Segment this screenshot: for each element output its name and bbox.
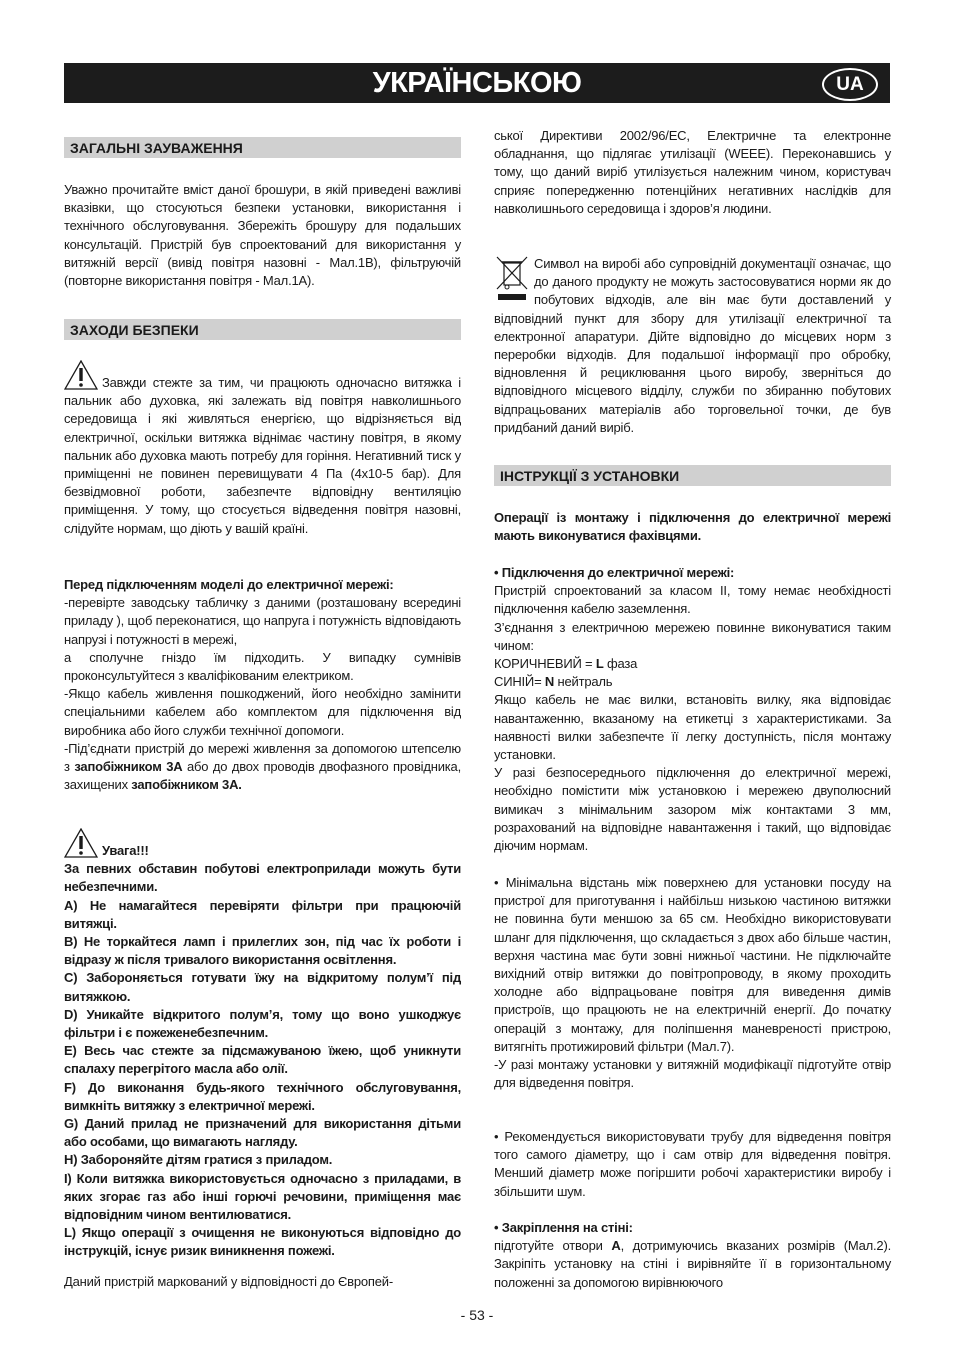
text-segment: -Під’єднати пристрій до мережі живлення за допомогою штепселю з	[64, 740, 461, 775]
list-item: I) Коли витяжка використовується одночасно з приладами, в яких згорає газ або інші горючі речовини, приміщення має відповідним чином вентилюватися.	[64, 1170, 461, 1223]
fuse-emphasis: запобіжником 3A.	[131, 777, 242, 793]
warning-triangle-icon	[64, 360, 98, 390]
wire-color: СИНІЙ=	[494, 674, 545, 690]
page-title: УКРАЇНСЬКОЮ	[372, 67, 582, 99]
list-item: E) Весь час стежте за підсмажуваною їжею, щоб уникнути спалаху перегрітого масла або олії.	[64, 1043, 461, 1077]
wire-color: КОРИЧНЕВИЙ =	[494, 656, 596, 672]
wall-mounting-block	[494, 1219, 891, 1292]
paragraph: Операції із монтажу і підключення до електричної мережі мають виконуватися фахівцями.	[494, 510, 891, 544]
paragraph: Завжди стежте за тим, чи працюють одночасно витяжка і пальник або духовка, які залежать від повітря навколишнього середовища і які живляться енергією, що відрізняється від електричної, оскільки витяжка віднімає частину повітря, в якому пальник або духовка мають потребу для горіння. Негативний тиск у приміщенні не повинен перевищувати 4 Па (4x10-5 бар). Для безвідмовної роботи, забезпечте відповідну вентиляцію приміщення. У тому, що стосується відведення повітря назовні, слідуйте нормам, що діють у вашій країні.	[64, 375, 461, 536]
section-heading-installation: ІНСТРУКЦІЇ З УСТАНОВКИ	[494, 465, 891, 486]
wire-function: фаза	[603, 656, 638, 672]
weee-intro-text	[64, 1273, 461, 1291]
subheading: • Підключення до електричної мережі:	[494, 565, 735, 580]
list-item: F) До виконання будь-якого технічного обслуговування, вимкніть витяжку з електричної мережі.	[64, 1079, 461, 1113]
list-item: B) Не торкайтеся ламп і прилеглих зон, під час їх роботи і відразу ж після тривалого використання освітлення.	[64, 934, 461, 968]
paragraph: а сполучне гніздо їм підходить. У випадку сумнівів проконсультуйтеся з кваліфікованим електриком.	[64, 649, 461, 684]
wire-brown	[494, 655, 891, 673]
section-heading-general: ЗАГАЛЬНІ ЗАУВАЖЕННЯ	[64, 137, 461, 158]
paragraph: -Якщо кабель живлення пошкоджений, його необхідно замінити спеціальними кабелем або комплектом для підключення від виробника або його служби технічної допомоги.	[64, 686, 461, 738]
paragraph: Уважно прочитайте вміст даної брошури, в якій приведені важливі вказівки, що стосуються безпеки установки, використання і технічного обслуговування. Збережіть брошуру для подальших консультацій. Пристрій був спроектований для використання у витяжній версії (вивід повітря назовні - Мал.1B), фільтруючій (повторне використання повітря - Мал.1A).	[64, 182, 461, 289]
paragraph: • Мінімальна відстань між поверхнею для установки посуду на пристрої для приготування і найбільш низькою частиною витяжки не повинна бути меншою за 65 см. Необхідно використовувати шланг для підключення, що складається з двох або більше частин, верхня частина має бути зовні нижньої частини. Не підключайте вихідний отвір витяжки до повітропроводу, в якому проходить холодне або відпрацьоване повітря для виведення димів пристроїв, що працюють не на електричній енергії. До початку операцій з монтажу, для поліпшення маневреності пристрою, витягніть протижировий фільтри (Мал.7).	[494, 875, 891, 1054]
list-item: L) Якщо операції з очищення не виконуються відповідно до інструкцій, існує ризик виникнення пожежі.	[64, 1225, 461, 1259]
attention-block	[64, 842, 461, 1261]
list-item: A) Не намагайтеся перевіряти фільтри при працюючій витяжці.	[64, 897, 461, 931]
attention-label: Увага!!!	[102, 843, 149, 858]
warning-triangle-icon	[64, 828, 98, 858]
section-heading-safety: ЗАХОДИ БЕЗПЕКИ	[64, 319, 461, 340]
list-item: H) Забороняйте дітям гратися з приладом.	[64, 1152, 333, 1168]
electrical-connection-block	[494, 564, 891, 855]
paragraph: Символ на виробі або супровідній документації означає, що до даного продукту не можуть застосовуватися норми як до побутових відходів, але він має бути доставлений у відповідний пункт для збору для утилізації електричної та електронної апаратури. Дійте відповідно до місцевих норм з переробки відходів. Для подальшої інформації про обробку, відновлення й рециклювання цього виробу, зверніться до відповідного місцевого відділу, служби по збиранню побутових відпрацьованих матеріалів або торговельної точки, де був придбаний даний виріб.	[494, 256, 891, 435]
paragraph	[64, 740, 461, 795]
general-notes-text	[64, 181, 461, 290]
paragraph: З’єднання з електричною мережею повинне виконуватися таким чином:	[494, 619, 891, 653]
text-segment: , дотримуючись вказаних розмірів (Мал.2). Закріпіть установку на стіні і вирівняйте її в горизонтальному положенні за допомогою вирівнюючого	[494, 1238, 891, 1290]
paragraph: • Рекомендується використовувати трубу для відведення повітря того самого діаметру, що і сам отвір для відведення повітря. Менший діаметр може погіршити робочі характеристики виробу і збільшити шум.	[494, 1129, 891, 1199]
subheading: Перед підключенням моделі до електричної мережі:	[64, 577, 394, 592]
paragraph: У разі безпосереднього підключення до електричної мережі, необхідно помістити між установкою і мережею двуполюсний вимикач з мінімальним зазором між контактами 3 мм, розрахований на відповідне навантаження і такий, що відповідає діючим нормам.	[494, 765, 891, 854]
paragraph: -перевірте заводську табличку з даними (розташовану всередині приладу ), щоб переконатися, що напруга і потужність відповідають напрузі і потужності в мережі,	[64, 595, 461, 647]
text-segment: або до двох проводів двофазного провідника, захищених	[64, 759, 461, 793]
text-segment: підготуйте отвори	[494, 1238, 612, 1254]
list-item: D) Уникайте відкритого полум’я, тому що воно ушкоджує фільтри і є пожеженебезпечним.	[64, 1006, 461, 1041]
subheading: • Закріплення на стіні:	[494, 1220, 633, 1235]
safety-warning-block	[64, 374, 461, 538]
wire-function: нейтраль	[554, 674, 613, 690]
language-badge: UA	[822, 68, 878, 101]
wire-letter: N	[544, 674, 555, 690]
list-item: За певних обставин побутові електроприлади можуть бути небезпечними.	[64, 861, 461, 895]
wire-blue	[494, 673, 891, 691]
weee-continuation	[494, 127, 891, 218]
fuse-emphasis: запобіжником 3A	[74, 759, 183, 775]
paragraph: Якщо кабель не має вилки, встановіть вилку, яка відповідає навантаженню, вказаному на етикетці з характеристиками. За наявності вилки забезпечте її легку доступність, після монтажу установки.	[494, 692, 891, 763]
wire-letter: L	[595, 656, 604, 672]
pipe-recommendation	[494, 1128, 891, 1201]
paragraph: ської Директиви 2002/96/EC, Електричне та електронне обладнання, що підлягає утилізації (WEEE). Переконавшись у тому, що даний виріб утилізується належним чином, користувач сприяє попередженню потенційних негативних наслідків для навколишнього середовища і здоров’я людини.	[494, 128, 891, 216]
paragraph: -У разі монтажу установки у витяжній модифікації підготуйте отвір для відведення повітря.	[494, 1057, 891, 1091]
hole-label: A	[611, 1238, 621, 1254]
before-connection-block	[64, 576, 461, 794]
minimum-distance-block	[494, 874, 891, 1092]
list-item: G) Даний прилад не призначений для використання дітьми або особами, що вимагають нагляду.	[64, 1116, 461, 1150]
crossed-bin-icon	[494, 255, 530, 301]
weee-symbol-block	[494, 255, 891, 437]
paragraph: Пристрій спроектований за класом II, тому немає необхідності підключення кабелю заземлення.	[494, 583, 891, 617]
page-header-bar	[64, 63, 890, 103]
paragraph	[494, 1237, 891, 1292]
paragraph: Даний пристрій маркований у відповідності до Європей-	[64, 1274, 393, 1289]
page-number: - 53 -	[460, 1307, 494, 1323]
installation-intro	[494, 509, 891, 545]
list-item: C) Забороняється готувати їжу на відкритому полум’ї під витяжкою.	[64, 970, 461, 1004]
